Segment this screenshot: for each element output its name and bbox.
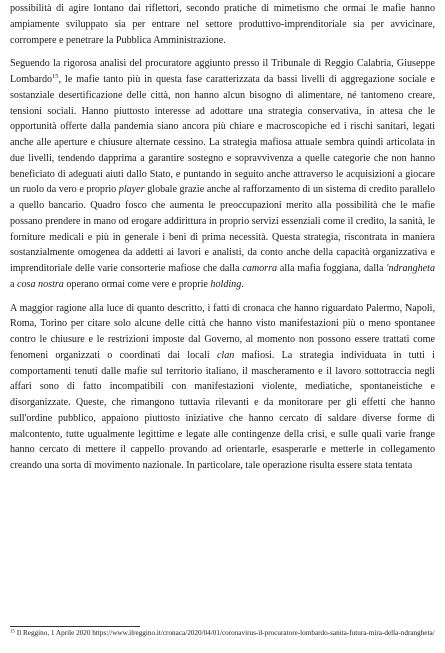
footnote-separator [10,626,140,627]
text-run: . [241,278,244,290]
italic-term: camorra [242,263,278,274]
text-run: , le mafie tanto più in questa fase caratterizzata da bassi livelli di aggregazione sociale e sostanziale desertificazione delle città, non hanno alcun bisogno di alimentare, né tantomeno creare, tensioni sociali. Hanno piuttosto interesse ad adottare una strategia conservativa, in attesa che le opportunità offerte dalla pandemia siano ancora più chiare e macroscopiche ed i rischi sanitari, legati anche alle aperture e chiusure alternate cessino. La strategia mafiosa attuale sembra quindi articolata in due livelli, tendendo dapprima a garantire sostegno e sopravvivenza a quelle categorie che non hanno beneficiato di adeguati aiuti dallo Stato, e puntando in seguito anche attraverso le acquisizioni a giocare un ruolo da vero e proprio [10,74,435,196]
italic-term: player [118,184,145,196]
text-run: operano ormai come vere e proprie [63,278,211,290]
paragraph-3 [10,301,435,474]
text-run: a [10,278,18,290]
footnote-number: 15 [10,629,15,635]
footnote-text: Il Reggino, 1 Aprile 2020 https://www.ilreggino.it/cronaca/2020/04/01/coronavirus-il-procuratore-lombardo-sanita-futura-mira-della-ndrangheta/ [15,629,435,637]
italic-term: cosa nostra [17,278,64,290]
italic-term: holding [210,278,242,290]
paragraph-1 [10,1,435,48]
paragraph-2 [10,56,435,292]
text-run: globale grazie anche al rafforzamento di un sistema di credito parallelo a quello bancario. Quadro fosco che aumenta le preoccupazioni merito alla possibilità che le mafie possano prendere in mano od erogare addirittura in proprio servizi essenziali come il credito, la sanità, le forniture medicali e più in generale i beni di prima necessità. Questa strategia, riscontrata in maniera sostanzialmente omogenea da addetti ai lavori e analisti, da conto anche della capacità organizzativa e imprenditoriale delle varie consorterie mafiose che dalla [10,184,435,274]
text-run: mafiosi. La strategia individuata in tutti i comportamenti tenuti dalle mafie sul territorio italiano, il mascheramento e il lavoro sottotraccia negli affari sono di fatto incompatibili con manifestazioni violente, mediatiche, spontaneistiche e disorganizzate. Queste, che rimangono tuttavia rilevanti e da monitorare per gli effetti che hanno sull'ordine pubblico, appaiono piuttosto iniziative che hanno cercato di saldare diverse forme di malcontento, tutte ugualmente legittime e legate alle contingenze della crisi, e sulle quali varie frange hanno cercato di mettere il cappello provando ad orientarle, esasperarle e metterle in collegamento creando una sorta di movimento nazionale. In particolare, tale operazione risulta essere stata tentata [10,349,435,471]
text-run: alla mafia foggiana, dalla [277,263,387,274]
text-run: A maggior ragione alla luce di quanto descritto, i fatti di cronaca che hanno riguardato Palermo, Napoli, Roma, Torino per citare solo alcune delle città che hanno visto manifestazioni più o meno spontanee contro le chiusure e le restrizioni imposte dal Governo, al momento non possono essere trattati come fenomeni organizzati o coordinati dai locali [10,302,435,361]
text-run: possibilità di agire lontano dai riflettori, secondo pratiche di mimetismo che ormai le mafie hanno ampiamente sviluppato sia per entrare nel settore produttivo-imprenditoriale sia per avvicinare, corrompere e penetrare la Pubblica Amministrazione. [10,3,435,46]
body-text [10,1,435,474]
italic-term: 'ndrangheta [386,263,435,274]
footnote-ref[interactable]: 15 [52,73,59,80]
italic-term: clan [216,349,235,361]
text-run: Seguendo la rigorosa analisi del procuratore aggiunto presso il Tribunale di Reggio Calabria, Giuseppe Lombardo [10,58,435,85]
footnote-15 [10,629,435,638]
